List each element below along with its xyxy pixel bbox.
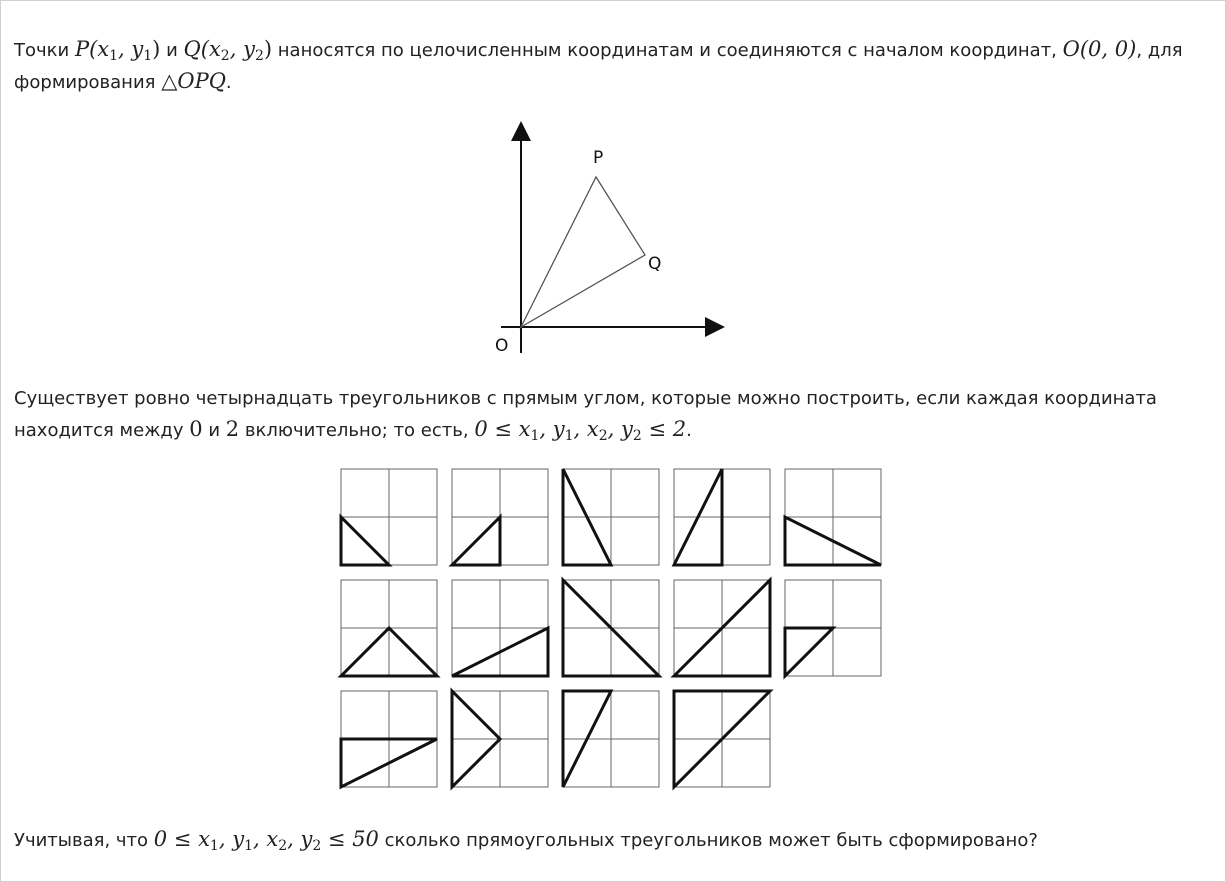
question-text-2: сколько прямоугольных треугольников может быть сформировано?	[378, 830, 1038, 851]
right-triangle	[785, 628, 833, 676]
para2-text-3: включительно; то есть,	[239, 420, 475, 441]
right-triangle	[452, 517, 500, 565]
inequality-0-to-50: $0 \le x_1$, $y_1$, $x_2$, $y_2 \le 50$	[153, 827, 379, 854]
triangle-cell	[341, 691, 437, 787]
triangle-cell	[674, 580, 770, 676]
intro-text-4: , для формирования	[14, 40, 1183, 93]
point-q-expression: $Q(x_2$, $y_2$)	[183, 37, 273, 64]
triangle-cell	[674, 691, 770, 787]
para2-text-2: и	[202, 420, 226, 441]
para2-text-4: .	[686, 420, 692, 441]
triangle-cell	[785, 580, 881, 676]
intro-text-1: Точки	[14, 40, 75, 61]
triangle-opq-expression: △OPQ	[161, 69, 226, 93]
question-paragraph	[14, 824, 1209, 856]
second-paragraph	[14, 383, 1209, 446]
triangle-cell	[452, 691, 548, 787]
triangles-grid	[336, 463, 886, 795]
triangle-cell	[563, 580, 659, 676]
triangle-cell	[452, 580, 548, 676]
triangle-cell	[785, 469, 881, 565]
intro-text-2: и	[160, 40, 184, 61]
inequality-0-to-2: $0 \le x_1$, $y_1$, $x_2$, $y_2 \le 2$	[474, 417, 687, 444]
triangle-cell	[563, 469, 659, 565]
triangle-cell	[674, 469, 770, 565]
triangle-opq	[521, 177, 645, 327]
triangle-cell	[452, 469, 548, 565]
label-o: O	[495, 336, 509, 356]
triangle-cell	[341, 580, 437, 676]
label-p: P	[593, 148, 604, 168]
intro-text-5: .	[225, 72, 232, 93]
origin-expression: O(0, 0)	[1062, 37, 1137, 61]
number-zero: 0	[189, 417, 203, 441]
intro-paragraph	[14, 34, 1209, 98]
opq-figure	[485, 115, 735, 360]
point-p-expression: $P(x_1$, $y_1$)	[74, 37, 161, 64]
right-triangle	[341, 517, 389, 565]
intro-text-3: наносятся по целочисленным координатам и соединяются с началом координат,	[272, 40, 1063, 61]
para2-text-1: Существует ровно четырнадцать треугольников с прямым углом, которые можно построить, если каждая координата находится между	[14, 388, 1157, 441]
triangle-cell	[563, 691, 659, 787]
number-two: 2	[225, 417, 240, 441]
label-q: Q	[648, 254, 662, 274]
question-text-1: Учитывая, что	[14, 830, 154, 851]
triangle-cell	[341, 469, 437, 565]
